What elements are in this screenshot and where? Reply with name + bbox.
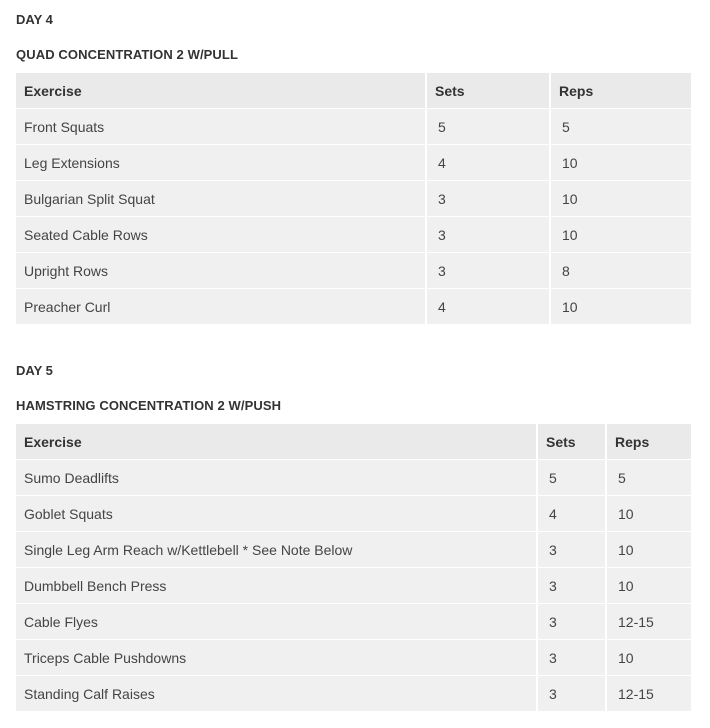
table-row: [16, 496, 691, 532]
sets-cell: 3: [537, 532, 606, 568]
exercise-cell: Cable Flyes: [16, 604, 537, 640]
sets-cell: 3: [537, 640, 606, 676]
table-row: [16, 145, 691, 181]
reps-cell: 10: [550, 145, 691, 181]
exercise-cell: Bulgarian Split Squat: [16, 181, 426, 217]
table-header-row: [16, 424, 691, 460]
table-row: [16, 604, 691, 640]
header-reps: Reps: [550, 73, 691, 109]
day4-title: QUAD CONCENTRATION 2 W/PULL: [16, 47, 239, 62]
sets-cell: 3: [426, 217, 550, 253]
sets-cell: 3: [537, 568, 606, 604]
reps-cell: 5: [606, 460, 691, 496]
exercise-cell: Upright Rows: [16, 253, 426, 289]
table-header-row: [16, 73, 691, 109]
day5-title: HAMSTRING CONCENTRATION 2 W/PUSH: [16, 398, 282, 413]
sets-cell: 3: [537, 676, 606, 712]
sets-cell: 5: [537, 460, 606, 496]
table-row: [16, 217, 691, 253]
exercise-cell: Goblet Squats: [16, 496, 537, 532]
reps-cell: 8: [550, 253, 691, 289]
reps-cell: 10: [606, 496, 691, 532]
exercise-cell: Sumo Deadlifts: [16, 460, 537, 496]
sets-cell: 3: [426, 253, 550, 289]
table-row: [16, 181, 691, 217]
header-sets: Sets: [426, 73, 550, 109]
sets-cell: 4: [537, 496, 606, 532]
header-exercise: Exercise: [16, 424, 537, 460]
reps-cell: 12-15: [618, 685, 654, 702]
table-row: [16, 676, 691, 712]
table-row: [16, 460, 691, 496]
reps-cell: 5: [550, 109, 691, 145]
day4-table: [16, 73, 691, 324]
table-row: [16, 532, 691, 568]
exercise-cell: Single Leg Arm Reach w/Kettlebell * See Note Below: [16, 532, 537, 568]
sets-cell: 4: [426, 145, 550, 181]
day5-table: [16, 424, 691, 711]
exercise-cell: Standing Calf Raises: [16, 676, 537, 712]
table-row: [16, 253, 691, 289]
reps-cell: 10: [550, 217, 691, 253]
exercise-cell: Dumbbell Bench Press: [16, 568, 537, 604]
reps-cell: 10: [606, 532, 691, 568]
sets-cell: 5: [426, 109, 550, 145]
header-reps: Reps: [606, 424, 691, 460]
table-row: [16, 640, 691, 676]
reps-cell: 12-15: [606, 604, 691, 640]
exercise-cell: Seated Cable Rows: [16, 217, 426, 253]
reps-cell: 10: [606, 640, 691, 676]
sets-cell: 3: [426, 181, 550, 217]
table-row: [16, 568, 691, 604]
header-exercise: Exercise: [16, 73, 426, 109]
reps-cell: 10: [562, 298, 578, 315]
day5-label: DAY 5: [16, 363, 53, 378]
reps-cell: 10: [606, 568, 691, 604]
table-row: [16, 109, 691, 145]
exercise-cell: Leg Extensions: [16, 145, 426, 181]
day4-label: DAY 4: [16, 12, 53, 27]
exercise-cell: Triceps Cable Pushdowns: [16, 640, 537, 676]
sets-cell: 4: [426, 289, 550, 325]
header-sets: Sets: [537, 424, 606, 460]
table-row: [16, 289, 691, 325]
exercise-cell: Preacher Curl: [16, 289, 426, 325]
exercise-cell: Front Squats: [16, 109, 426, 145]
sets-cell: 3: [537, 604, 606, 640]
reps-cell: 10: [550, 181, 691, 217]
